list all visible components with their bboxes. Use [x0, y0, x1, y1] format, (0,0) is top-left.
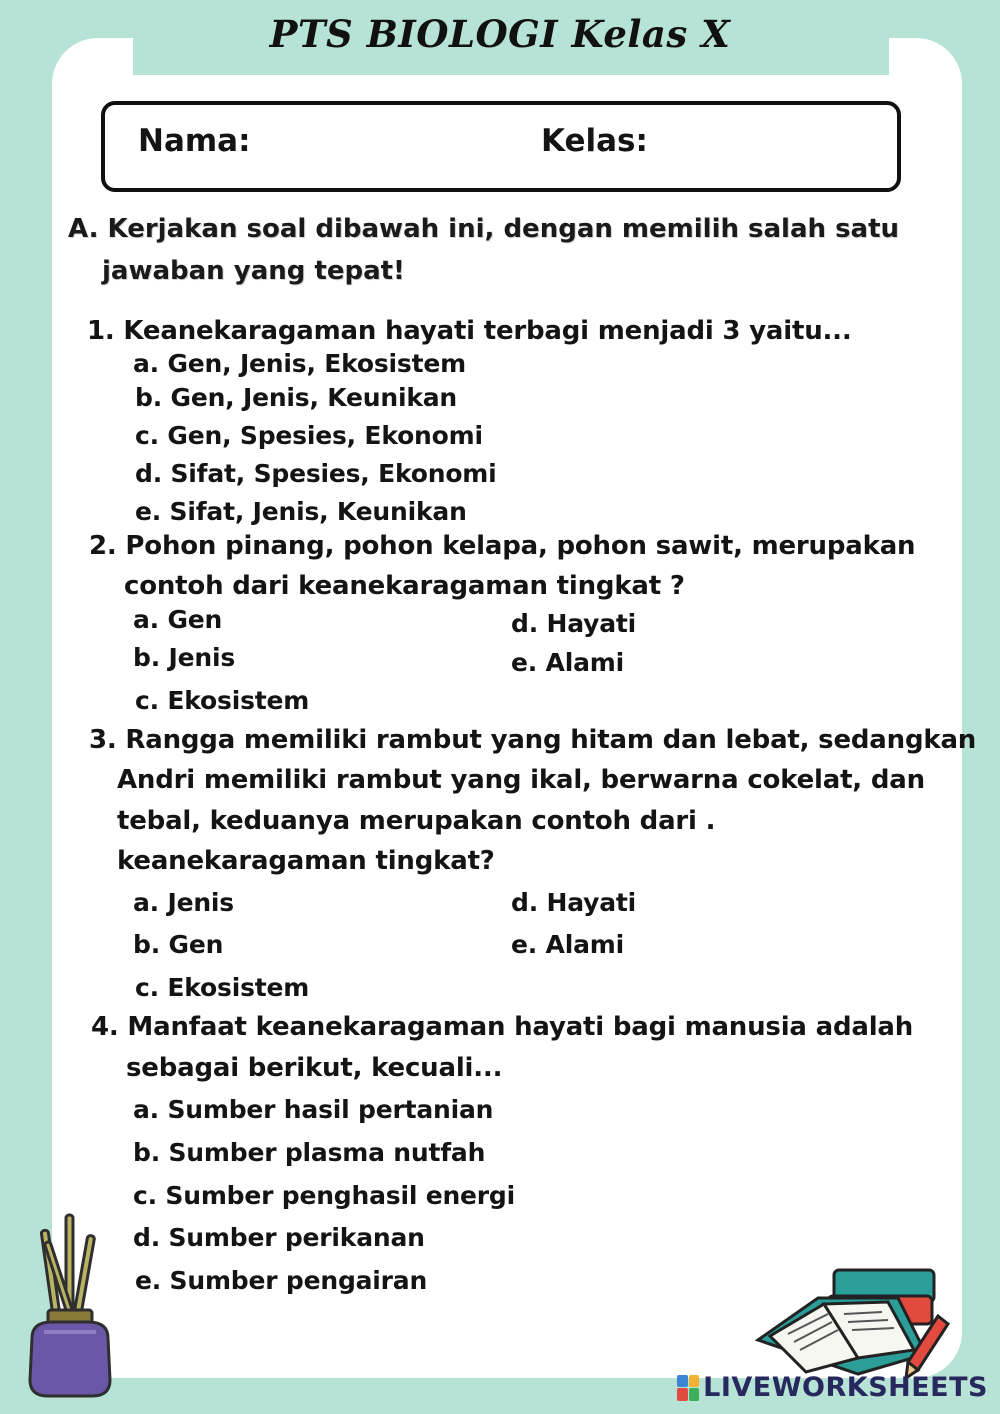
question-4-option-d[interactable]: d. Sumber perikanan [133, 1223, 425, 1252]
instruction-line-2: jawaban yang tepat! [102, 256, 405, 286]
question-2-option-b[interactable]: b. Jenis [133, 643, 236, 672]
question-3-option-e[interactable]: e. Alami [511, 930, 624, 959]
question-1-text: 1. Keanekaragaman hayati terbagi menjadi 3 yaitu... [87, 316, 852, 346]
question-4-option-b[interactable]: b. Sumber plasma nutfah [133, 1138, 486, 1167]
question-1-option-d[interactable]: d. Sifat, Spesies, Ekonomi [135, 459, 497, 488]
question-4-option-c[interactable]: c. Sumber penghasil energi [133, 1181, 515, 1210]
watermark-text: LIVEWORKSHEETS [703, 1372, 988, 1403]
question-2-option-e[interactable]: e. Alami [511, 648, 624, 677]
question-3-text-line-3: tebal, keduanya merupakan contoh dari . [117, 806, 716, 836]
liveworksheets-logo-icon [677, 1375, 699, 1401]
question-3-option-c[interactable]: c. Ekosistem [135, 973, 310, 1002]
question-1-option-b[interactable]: b. Gen, Jenis, Keunikan [135, 383, 458, 412]
question-3-text-line-4: keanekaragaman tingkat? [117, 846, 495, 876]
question-4-text-line-2: sebagai berikut, kecuali... [126, 1053, 503, 1083]
question-4-option-a[interactable]: a. Sumber hasil pertanian [133, 1095, 494, 1124]
question-2-option-d[interactable]: d. Hayati [511, 609, 637, 638]
question-3-text-line-2: Andri memiliki rambut yang ikal, berwarna cokelat, dan [117, 765, 925, 795]
liveworksheets-watermark [677, 1372, 988, 1403]
class-label: Kelas: [541, 123, 648, 159]
page-title: PTS BIOLOGI Kelas X [269, 12, 731, 56]
question-2-text-line-1: 2. Pohon pinang, pohon kelapa, pohon sawit, merupakan [89, 531, 916, 561]
instruction-line-1: A. Kerjakan soal dibawah ini, dengan memilih salah satu [68, 214, 900, 244]
question-3-option-b[interactable]: b. Gen [133, 930, 224, 959]
question-1-option-e[interactable]: e. Sifat, Jenis, Keunikan [135, 497, 467, 526]
name-label: Nama: [138, 123, 251, 159]
question-2-text-line-2: contoh dari keanekaragaman tingkat ? [124, 571, 685, 601]
question-2-option-c[interactable]: c. Ekosistem [135, 686, 310, 715]
question-4-option-e[interactable]: e. Sumber pengairan [135, 1266, 428, 1295]
question-2-option-a[interactable]: a. Gen [133, 605, 223, 634]
question-3-option-a[interactable]: a. Jenis [133, 888, 234, 917]
reed-diffuser-icon [18, 1210, 122, 1400]
question-1-option-c[interactable]: c. Gen, Spesies, Ekonomi [135, 421, 483, 450]
question-4-text-line-1: 4. Manfaat keanekaragaman hayati bagi manusia adalah [91, 1012, 914, 1042]
question-1-option-a[interactable]: a. Gen, Jenis, Ekosistem [133, 349, 466, 378]
student-info-box [101, 101, 901, 192]
question-3-option-d[interactable]: d. Hayati [511, 888, 637, 917]
question-3-text-line-1: 3. Rangga memiliki rambut yang hitam dan lebat, sedangkan [89, 725, 977, 755]
